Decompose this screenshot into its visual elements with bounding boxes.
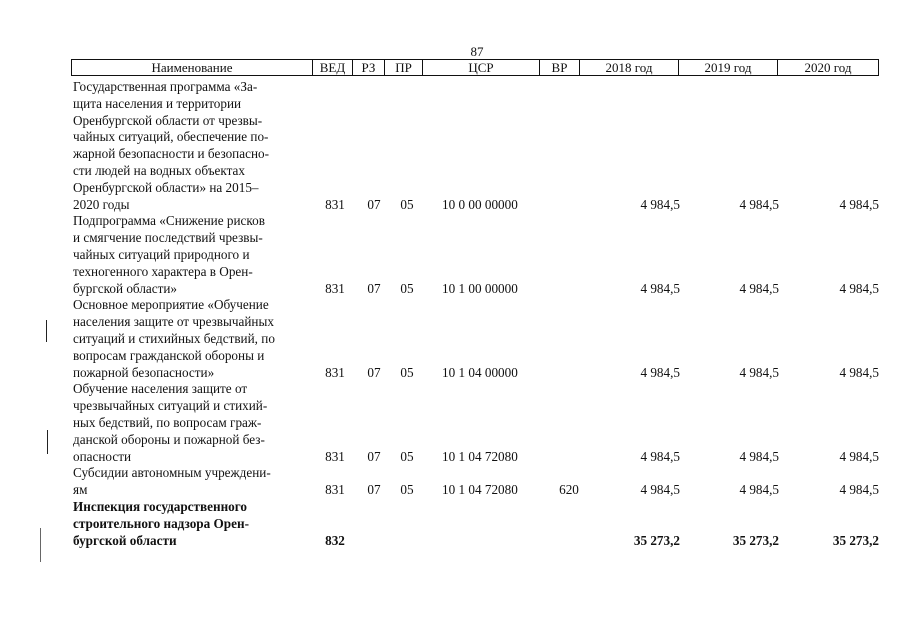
header-csr: ЦСР: [422, 59, 539, 76]
header-pr: ПР: [384, 59, 422, 76]
cell-y2018: 4 984,5: [640, 196, 680, 212]
row-name-line: чрезвычайных ситуаций и стихий-: [73, 398, 268, 414]
header-2018: 2018 год: [579, 59, 678, 76]
header-name: Наименование: [71, 59, 312, 76]
row-name-line: ям: [73, 482, 88, 498]
row-name-line: опасности: [73, 448, 132, 464]
cell-y2019: 4 984,5: [739, 196, 779, 212]
row-name-line: бургской области: [73, 532, 177, 548]
cell-y2018: 4 984,5: [640, 280, 680, 296]
row-name-line: Оренбургской области» на 2015–: [73, 179, 259, 195]
page-number: 87: [470, 44, 484, 59]
row-name-line: пожарной безопасности»: [73, 364, 215, 380]
row-name-line: населения защите от чрезвычайных: [73, 314, 274, 330]
table-body: [0, 79, 905, 549]
table-row: [0, 465, 905, 499]
cell-ved: 831: [325, 482, 345, 498]
scan-mark: [40, 528, 41, 562]
cell-csr: 10 0 00 00000: [442, 196, 518, 212]
scan-mark: [47, 430, 48, 454]
cell-y2020: 4 984,5: [839, 280, 879, 296]
table-row: [0, 79, 905, 213]
row-name: [73, 79, 311, 213]
table-row: [0, 499, 905, 549]
cell-y2019: 35 273,2: [732, 532, 779, 548]
row-name-line: Государственная программа «За-: [73, 79, 258, 94]
row-name-line: Субсидии автономным учреждени-: [73, 465, 271, 481]
row-name-line: бургской области»: [73, 280, 178, 296]
row-name: [73, 213, 311, 297]
cell-y2020: 35 273,2: [832, 532, 879, 548]
row-name-line: Оренбургской области от чрезвы-: [73, 112, 263, 128]
cell-rz: 07: [367, 196, 381, 212]
cell-y2019: 4 984,5: [739, 280, 779, 296]
row-name: [73, 499, 311, 549]
row-name-line: щита населения и территории: [73, 95, 242, 111]
scan-mark: [46, 320, 47, 342]
row-name-line: строительного надзора Орен-: [73, 515, 249, 531]
table-row: [0, 381, 905, 465]
cell-pr: 05: [400, 448, 414, 464]
row-name-line: Инспекция государственного: [73, 498, 248, 514]
row-name-line: и смягчение последствий чрезвы-: [73, 230, 263, 246]
row-name-line: 2020 годы: [73, 196, 130, 212]
cell-y2018: 35 273,2: [633, 532, 680, 548]
cell-ved: 831: [325, 196, 345, 212]
row-name: [73, 297, 311, 381]
cell-csr: 10 1 04 00000: [442, 364, 518, 380]
cell-rz: 07: [367, 280, 381, 296]
cell-y2019: 4 984,5: [739, 448, 779, 464]
cell-ved: 831: [325, 364, 345, 380]
header-ved: ВЕД: [312, 59, 352, 76]
row-name: [73, 465, 311, 499]
cell-rz: 07: [367, 364, 381, 380]
cell-y2019: 4 984,5: [739, 364, 779, 380]
row-name-line: чайных ситуаций природного и: [73, 246, 250, 262]
row-name-line: чайных ситуаций, обеспечение по-: [73, 129, 269, 145]
row-name-line: Подпрограмма «Снижение рисков: [73, 213, 265, 229]
cell-y2020: 4 984,5: [839, 364, 879, 380]
table-row: [0, 213, 905, 297]
cell-pr: 05: [400, 364, 414, 380]
cell-y2019: 4 984,5: [739, 482, 779, 498]
cell-pr: 05: [400, 482, 414, 498]
cell-y2020: 4 984,5: [839, 482, 879, 498]
row-name-line: ных бедствий, по вопросам граж-: [73, 414, 262, 430]
header-2019: 2019 год: [678, 59, 777, 76]
cell-pr: 05: [400, 280, 414, 296]
cell-csr: 10 1 04 72080: [442, 448, 518, 464]
header-rz: РЗ: [352, 59, 384, 76]
cell-y2020: 4 984,5: [839, 196, 879, 212]
row-name-line: сти людей на водных объектах: [73, 162, 245, 178]
row-name-line: данской обороны и пожарной без-: [73, 431, 265, 447]
cell-ved: 832: [325, 532, 345, 548]
table-row: [0, 297, 905, 381]
header-2020: 2020 год: [777, 59, 879, 76]
row-name-line: техногенного характера в Орен-: [73, 263, 253, 279]
cell-pr: 05: [400, 196, 414, 212]
cell-csr: 10 1 00 00000: [442, 280, 518, 296]
row-name-line: вопросам гражданской обороны и: [73, 347, 265, 363]
cell-csr: 10 1 04 72080: [442, 482, 518, 498]
row-name-line: Обучение населения защите от: [73, 381, 248, 397]
row-name-line: Основное мероприятие «Обучение: [73, 297, 269, 313]
header-vr: ВР: [539, 59, 579, 76]
cell-ved: 831: [325, 280, 345, 296]
row-name-line: ситуаций и стихийных бедствий, по: [73, 330, 275, 346]
cell-rz: 07: [367, 448, 381, 464]
cell-y2018: 4 984,5: [640, 482, 680, 498]
cell-y2018: 4 984,5: [640, 364, 680, 380]
cell-y2020: 4 984,5: [839, 448, 879, 464]
row-name: [73, 381, 311, 465]
cell-y2018: 4 984,5: [640, 448, 680, 464]
cell-vr: 620: [559, 482, 579, 498]
row-name-line: жарной безопасности и безопасно-: [73, 146, 269, 162]
cell-rz: 07: [367, 482, 381, 498]
cell-ved: 831: [325, 448, 345, 464]
table-header: [71, 59, 879, 76]
